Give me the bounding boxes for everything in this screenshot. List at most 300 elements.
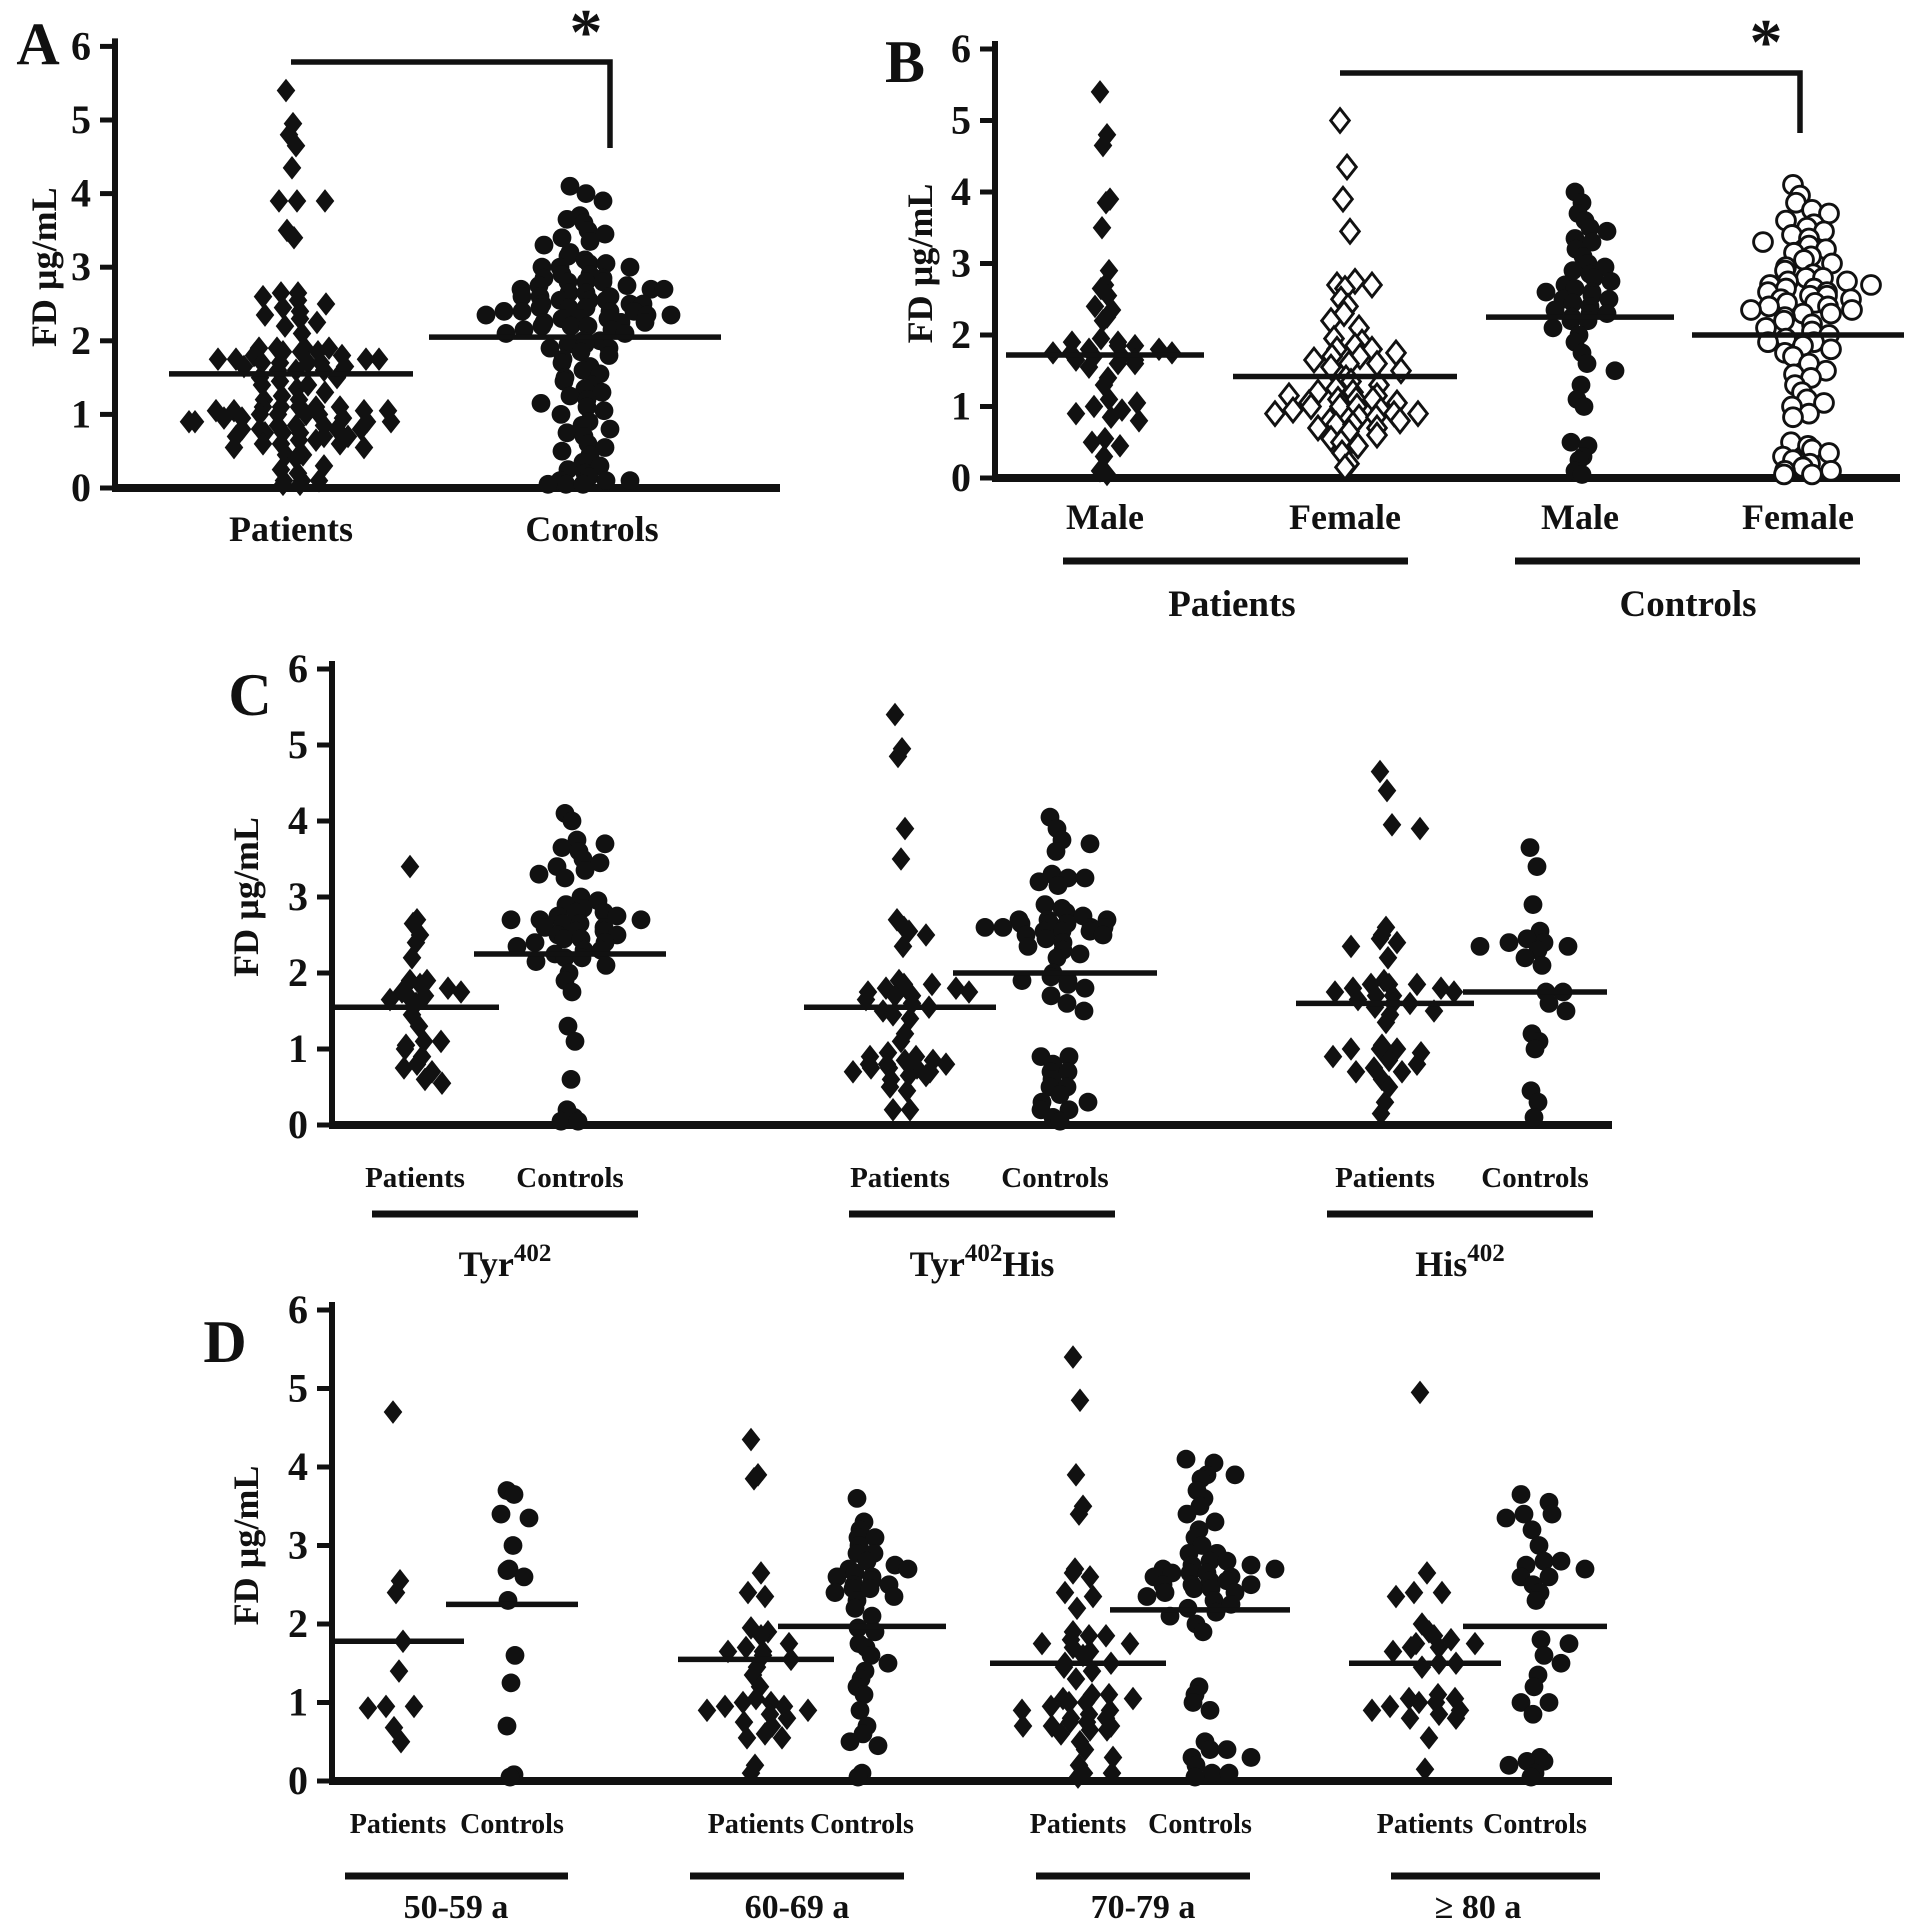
data-point-filled-diamond <box>884 1098 903 1122</box>
data-point-filled-circle <box>498 1561 517 1580</box>
data-point-filled-diamond <box>886 703 905 727</box>
data-point-filled-diamond <box>1128 391 1147 415</box>
data-point-filled-diamond <box>405 1695 424 1719</box>
data-point-filled-diamond <box>377 1695 396 1719</box>
data-point-filled-diamond <box>209 347 228 371</box>
data-point-filled-circle <box>596 834 615 853</box>
data-point-filled-circle <box>1521 838 1540 857</box>
data-point-filled-circle <box>1138 1587 1157 1606</box>
band-label: ≥ 80 a <box>1434 1889 1522 1926</box>
data-point-filled-circle <box>1576 1560 1595 1579</box>
data-point-filled-circle <box>1533 956 1552 975</box>
data-point-filled-diamond <box>1121 1632 1140 1656</box>
data-point-open-circle <box>1838 272 1857 291</box>
data-point-filled-circle <box>1194 1622 1213 1641</box>
data-point-filled-diamond <box>390 1659 409 1683</box>
band-label: 60-69 a <box>744 1889 850 1926</box>
y-tick-label: 5 <box>71 97 91 142</box>
data-point-filled-circle <box>1537 283 1556 302</box>
data-point-filled-circle <box>1242 1575 1261 1594</box>
data-point-filled-diamond <box>739 1581 758 1605</box>
data-point-filled-circle <box>502 1673 521 1692</box>
data-point-filled-circle <box>563 812 582 831</box>
data-point-filled-diamond <box>698 1699 717 1723</box>
data-point-filled-circle <box>1500 933 1519 952</box>
data-point-open-diamond <box>1341 220 1360 244</box>
data-point-open-circle <box>1843 301 1862 320</box>
data-point-filled-diamond <box>742 1428 761 1452</box>
data-point-filled-diamond <box>896 817 915 841</box>
data-point-filled-circle <box>849 1768 868 1787</box>
significance-bracket <box>291 62 610 148</box>
data-point-filled-circle <box>1178 1505 1197 1524</box>
data-point-filled-diamond <box>898 1079 917 1103</box>
data-point-filled-diamond <box>1363 1699 1382 1723</box>
data-point-filled-circle <box>1242 1556 1261 1575</box>
data-point-filled-circle <box>1030 872 1049 891</box>
data-point-filled-diamond <box>716 1695 735 1719</box>
data-point-open-circle <box>1820 444 1839 463</box>
data-point-filled-circle <box>532 394 551 413</box>
data-point-filled-circle <box>1049 876 1068 895</box>
panel-letter-C: C <box>228 662 272 728</box>
data-point-filled-circle <box>595 401 614 420</box>
data-point-filled-circle <box>1552 1654 1571 1673</box>
data-point-filled-circle <box>1524 895 1543 914</box>
data-point-filled-circle <box>1560 1634 1579 1653</box>
data-point-filled-circle <box>1220 1764 1239 1783</box>
y-tick-label: 6 <box>288 1287 308 1332</box>
data-point-filled-diamond <box>355 436 374 460</box>
data-point-filled-diamond <box>308 311 327 335</box>
data-point-filled-circle <box>1186 1768 1205 1787</box>
data-point-filled-diamond <box>1056 1581 1075 1605</box>
data-point-filled-diamond <box>1068 1597 1087 1621</box>
y-axis-title: FD µg/mL <box>900 183 940 344</box>
data-point-filled-diamond <box>1384 1640 1403 1664</box>
data-point-filled-circle <box>994 918 1013 937</box>
group-label: Patients <box>707 1809 805 1840</box>
data-point-filled-circle <box>600 346 619 365</box>
band-label: 70-79 a <box>1090 1889 1196 1926</box>
y-tick-label: 1 <box>288 1026 308 1071</box>
data-point-filled-circle <box>1544 318 1563 337</box>
data-point-open-diamond <box>1334 187 1353 211</box>
y-tick-label: 6 <box>71 23 91 69</box>
data-point-filled-diamond <box>401 855 420 879</box>
data-point-filled-circle <box>539 475 558 494</box>
data-point-filled-diamond <box>439 976 458 1000</box>
data-point-filled-diamond <box>277 79 296 103</box>
data-point-filled-circle <box>505 1485 524 1504</box>
data-point-open-circle <box>1862 276 1881 295</box>
data-point-filled-circle <box>1037 929 1056 948</box>
data-point-filled-circle <box>1471 937 1490 956</box>
data-point-filled-circle <box>1201 1701 1220 1720</box>
data-point-filled-circle <box>1562 433 1581 452</box>
data-point-filled-circle <box>597 956 616 975</box>
data-point-filled-circle <box>1497 1509 1516 1528</box>
data-point-filled-circle <box>477 306 496 325</box>
data-point-filled-circle <box>520 1509 539 1528</box>
data-point-filled-circle <box>1532 1630 1551 1649</box>
data-point-filled-circle <box>1557 1002 1576 1021</box>
data-point-filled-diamond <box>737 1636 756 1660</box>
data-point-filled-diamond <box>1413 1655 1432 1679</box>
data-point-open-diamond <box>1363 273 1382 297</box>
group-label: Female <box>1289 497 1401 537</box>
data-point-filled-circle <box>553 442 572 461</box>
data-point-filled-circle <box>558 423 577 442</box>
data-point-filled-circle <box>621 258 640 277</box>
y-tick-label: 6 <box>288 646 308 691</box>
data-point-filled-diamond <box>734 1691 753 1715</box>
data-point-filled-circle <box>1076 979 1095 998</box>
data-point-open-circle <box>1784 408 1803 427</box>
data-point-filled-circle <box>1573 465 1592 484</box>
data-point-filled-circle <box>1051 1112 1070 1131</box>
data-point-filled-diamond <box>317 292 336 316</box>
data-point-filled-diamond <box>370 347 389 371</box>
y-tick-label: 4 <box>71 170 91 216</box>
data-point-filled-diamond <box>1093 216 1112 240</box>
data-point-filled-circle <box>561 177 580 196</box>
data-point-filled-diamond <box>1033 1632 1052 1656</box>
data-point-filled-diamond <box>1067 402 1086 426</box>
data-point-open-circle <box>1775 311 1794 330</box>
data-point-filled-circle <box>553 838 572 857</box>
data-point-filled-diamond <box>1130 409 1149 433</box>
data-point-open-circle <box>1803 465 1822 484</box>
data-point-filled-diamond <box>937 1052 956 1076</box>
data-point-filled-circle <box>899 1560 918 1579</box>
data-point-filled-diamond <box>923 973 942 997</box>
significance-asterisk: * <box>569 0 603 69</box>
data-point-filled-circle <box>1042 986 1061 1005</box>
data-point-filled-diamond <box>384 1400 403 1424</box>
data-point-filled-circle <box>1156 1583 1175 1602</box>
y-tick-label: 5 <box>288 1365 308 1411</box>
y-tick-label: 0 <box>288 1758 308 1803</box>
data-point-filled-circle <box>577 184 596 203</box>
data-point-filled-circle <box>576 861 595 880</box>
group-label: Controls <box>525 509 659 549</box>
data-point-filled-circle <box>869 1736 888 1755</box>
data-point-filled-circle <box>556 869 575 888</box>
data-point-filled-diamond <box>1387 1585 1406 1609</box>
data-point-filled-circle <box>498 1717 517 1736</box>
data-point-filled-circle <box>1218 1740 1237 1759</box>
data-point-filled-diamond <box>1411 817 1430 841</box>
data-point-open-circle <box>1822 304 1841 323</box>
data-point-open-diamond <box>1338 155 1357 179</box>
data-point-filled-circle <box>1575 397 1594 416</box>
y-tick-label: 5 <box>951 97 971 143</box>
group-label: Controls <box>1483 1809 1587 1840</box>
data-point-filled-diamond <box>1342 935 1361 959</box>
data-point-filled-circle <box>1528 857 1547 876</box>
data-point-filled-diamond <box>316 189 335 213</box>
data-point-filled-diamond <box>270 189 289 213</box>
data-point-open-circle <box>1822 340 1841 359</box>
y-tick-label: 0 <box>71 465 91 510</box>
group-label: Patients <box>850 1162 950 1194</box>
data-point-filled-diamond <box>960 980 979 1004</box>
data-point-open-diamond <box>1331 109 1350 133</box>
y-tick-label: 1 <box>288 1679 308 1725</box>
group-label: Female <box>1742 497 1854 537</box>
data-point-filled-circle <box>526 933 545 952</box>
group-label: Controls <box>1001 1162 1109 1194</box>
data-point-filled-circle <box>1526 1040 1545 1059</box>
data-point-filled-circle <box>1218 1552 1237 1571</box>
y-tick-label: 0 <box>951 455 971 500</box>
group-label: Male <box>1541 497 1619 537</box>
data-point-filled-circle <box>1552 1552 1571 1571</box>
y-tick-label: 2 <box>951 312 971 357</box>
data-point-filled-diamond <box>1014 1714 1033 1738</box>
data-point-filled-circle <box>581 232 600 251</box>
y-tick-label: 3 <box>288 1522 308 1568</box>
group-label: Male <box>1066 497 1144 537</box>
data-point-open-circle <box>1742 301 1761 320</box>
data-point-filled-circle <box>618 276 637 295</box>
data-point-open-circle <box>1754 233 1773 252</box>
data-point-filled-circle <box>976 918 995 937</box>
data-point-filled-diamond <box>1383 813 1402 837</box>
data-point-filled-circle <box>515 1568 534 1587</box>
data-point-filled-circle <box>826 1583 845 1602</box>
data-point-filled-circle <box>1042 967 1061 986</box>
band-label: Controls <box>1619 584 1757 625</box>
band-label: His$^{402}$ <box>1415 1240 1505 1284</box>
group-label: Patients <box>1029 1809 1127 1840</box>
data-point-filled-circle <box>1203 1764 1222 1783</box>
data-point-filled-circle <box>1226 1465 1245 1484</box>
data-point-filled-circle <box>552 1112 571 1131</box>
band-label: Tyr$^{402}$ <box>458 1240 552 1284</box>
data-point-filled-circle <box>573 948 592 967</box>
data-point-filled-diamond <box>1324 1045 1343 1069</box>
data-point-filled-circle <box>879 1654 898 1673</box>
band-label: Patients <box>1168 584 1296 625</box>
data-point-filled-circle <box>558 210 577 229</box>
data-point-open-circle <box>1775 465 1794 484</box>
data-point-filled-circle <box>597 471 616 490</box>
data-point-filled-circle <box>662 306 681 325</box>
data-point-filled-diamond <box>1091 80 1110 104</box>
data-point-filled-diamond <box>1326 980 1345 1004</box>
data-point-filled-circle <box>574 475 593 494</box>
y-axis-title: FD µg/mL <box>226 1465 266 1626</box>
data-point-open-diamond <box>1409 402 1428 426</box>
data-point-filled-circle <box>562 1070 581 1089</box>
data-point-filled-circle <box>885 1587 904 1606</box>
y-tick-label: 2 <box>71 317 91 363</box>
data-point-filled-circle <box>841 1732 860 1751</box>
y-tick-label: 1 <box>71 391 91 437</box>
y-axis-title: FD µg/mL <box>24 187 64 348</box>
data-point-filled-diamond <box>738 1726 757 1750</box>
data-point-filled-circle <box>655 280 674 299</box>
data-point-filled-diamond <box>1420 1726 1439 1750</box>
panel-letter-D: D <box>203 1309 247 1375</box>
panel-letter-A: A <box>16 11 60 77</box>
data-point-filled-circle <box>1602 272 1621 291</box>
data-point-filled-circle <box>566 1032 585 1051</box>
data-point-filled-diamond <box>1111 434 1130 458</box>
data-point-filled-diamond <box>1085 395 1104 419</box>
data-point-filled-circle <box>1512 1485 1531 1504</box>
data-point-filled-circle <box>1047 842 1066 861</box>
data-point-filled-circle <box>562 317 581 336</box>
y-tick-label: 2 <box>288 950 308 995</box>
data-point-filled-diamond <box>1067 1463 1086 1487</box>
data-point-filled-diamond <box>1411 1381 1430 1405</box>
data-point-filled-circle <box>497 324 516 343</box>
data-point-filled-diamond <box>1433 1581 1452 1605</box>
data-point-filled-circle <box>504 1536 523 1555</box>
data-point-filled-circle <box>1500 1756 1519 1775</box>
data-point-filled-circle <box>601 420 620 439</box>
significance-asterisk: * <box>1749 6 1783 79</box>
data-point-filled-circle <box>1266 1560 1285 1579</box>
data-point-filled-circle <box>1540 1568 1559 1587</box>
data-point-filled-circle <box>1578 354 1597 373</box>
data-point-filled-circle <box>1075 1002 1094 1021</box>
data-point-filled-circle <box>1543 1505 1562 1524</box>
data-point-filled-diamond <box>892 847 911 871</box>
data-point-filled-diamond <box>1418 1561 1437 1585</box>
data-point-filled-circle <box>1184 1693 1203 1712</box>
group-label: Controls <box>1148 1809 1252 1840</box>
data-point-filled-diamond <box>283 156 302 180</box>
data-point-filled-circle <box>557 475 576 494</box>
data-point-filled-circle <box>1540 994 1559 1013</box>
data-point-filled-circle <box>1525 1108 1544 1127</box>
data-point-open-diamond <box>1305 348 1324 372</box>
data-point-filled-diamond <box>917 923 936 947</box>
data-point-filled-circle <box>1598 304 1617 323</box>
data-point-filled-diamond <box>1381 1695 1400 1719</box>
y-tick-label: 4 <box>288 1444 308 1489</box>
data-point-filled-circle <box>569 1112 588 1131</box>
group-label: Patients <box>349 1809 447 1840</box>
data-point-filled-circle <box>1079 1093 1098 1112</box>
data-point-filled-circle <box>1535 1646 1554 1665</box>
data-point-filled-circle <box>1525 1677 1544 1696</box>
data-point-filled-diamond <box>799 1699 818 1723</box>
data-point-filled-circle <box>1606 361 1625 380</box>
group-label: Patients <box>229 509 353 549</box>
y-tick-label: 0 <box>288 1102 308 1147</box>
data-point-filled-circle <box>563 983 582 1002</box>
data-point-filled-diamond <box>756 1585 775 1609</box>
y-tick-label: 3 <box>288 874 308 919</box>
data-point-filled-circle <box>501 1768 520 1787</box>
band-label: 50-59 a <box>403 1889 509 1926</box>
data-point-filled-diamond <box>452 980 471 1004</box>
data-point-filled-circle <box>495 302 514 321</box>
data-point-filled-circle <box>561 387 580 406</box>
data-point-filled-circle <box>506 1646 525 1665</box>
data-point-filled-circle <box>1206 1513 1225 1532</box>
band-label: Tyr$^{402}$His <box>909 1240 1055 1284</box>
data-point-open-diamond <box>1266 402 1285 426</box>
group-label: Patients <box>365 1162 465 1194</box>
data-point-filled-circle <box>1540 1693 1559 1712</box>
data-point-filled-circle <box>492 1505 511 1524</box>
data-point-filled-diamond <box>1432 976 1451 1000</box>
data-point-filled-diamond <box>1466 1632 1485 1656</box>
data-point-filled-diamond <box>1405 1581 1424 1605</box>
data-point-filled-circle <box>855 1685 874 1704</box>
group-label: Patients <box>1335 1162 1435 1194</box>
data-point-filled-diamond <box>395 1056 414 1080</box>
data-point-filled-circle <box>1524 1705 1543 1724</box>
data-point-filled-circle <box>513 302 532 321</box>
data-point-filled-circle <box>535 236 554 255</box>
data-point-filled-diamond <box>1445 980 1464 1004</box>
group-label: Controls <box>810 1809 914 1840</box>
data-point-filled-circle <box>848 1489 867 1508</box>
y-tick-label: 4 <box>288 798 308 843</box>
data-point-filled-diamond <box>1064 1345 1083 1369</box>
data-point-filled-circle <box>616 324 635 343</box>
data-point-filled-diamond <box>1342 1037 1361 1061</box>
data-point-filled-circle <box>1076 869 1095 888</box>
data-point-filled-diamond <box>432 1030 451 1054</box>
data-point-filled-circle <box>1019 937 1038 956</box>
data-point-filled-diamond <box>1071 1388 1090 1412</box>
significance-bracket <box>1340 73 1800 133</box>
data-point-filled-circle <box>1522 1768 1541 1787</box>
data-point-filled-circle <box>502 910 521 929</box>
y-tick-label: 3 <box>951 240 971 286</box>
group-label: Patients <box>1376 1809 1474 1840</box>
data-point-filled-diamond <box>844 1060 863 1084</box>
data-point-filled-circle <box>846 1599 865 1618</box>
data-point-filled-circle <box>621 471 640 490</box>
y-tick-label: 2 <box>288 1601 308 1646</box>
data-point-filled-circle <box>533 317 552 336</box>
data-point-filled-diamond <box>254 285 273 309</box>
y-tick-label: 3 <box>71 244 91 290</box>
data-point-filled-circle <box>552 405 571 424</box>
data-point-filled-circle <box>594 192 613 211</box>
data-point-filled-circle <box>1527 1591 1546 1610</box>
y-axis-title: FD µg/mL <box>226 817 266 977</box>
data-point-filled-circle <box>1242 1748 1261 1767</box>
panel-letter-B: B <box>884 29 926 95</box>
data-point-filled-diamond <box>1124 1687 1143 1711</box>
data-point-filled-diamond <box>1347 1060 1366 1084</box>
data-point-filled-circle <box>1058 994 1077 1013</box>
data-point-filled-circle <box>1559 937 1578 956</box>
data-point-filled-diamond <box>359 1696 378 1720</box>
data-point-filled-circle <box>1201 1740 1220 1759</box>
data-point-filled-diamond <box>947 976 966 1000</box>
data-point-filled-circle <box>530 865 549 884</box>
data-point-filled-circle <box>1516 948 1535 967</box>
group-label: Controls <box>1481 1162 1589 1194</box>
data-point-filled-diamond <box>752 1561 771 1585</box>
data-point-filled-circle <box>1094 926 1113 945</box>
data-point-filled-diamond <box>288 189 307 213</box>
data-point-filled-diamond <box>1083 430 1102 454</box>
data-point-filled-circle <box>636 313 655 332</box>
group-label: Controls <box>516 1162 624 1194</box>
